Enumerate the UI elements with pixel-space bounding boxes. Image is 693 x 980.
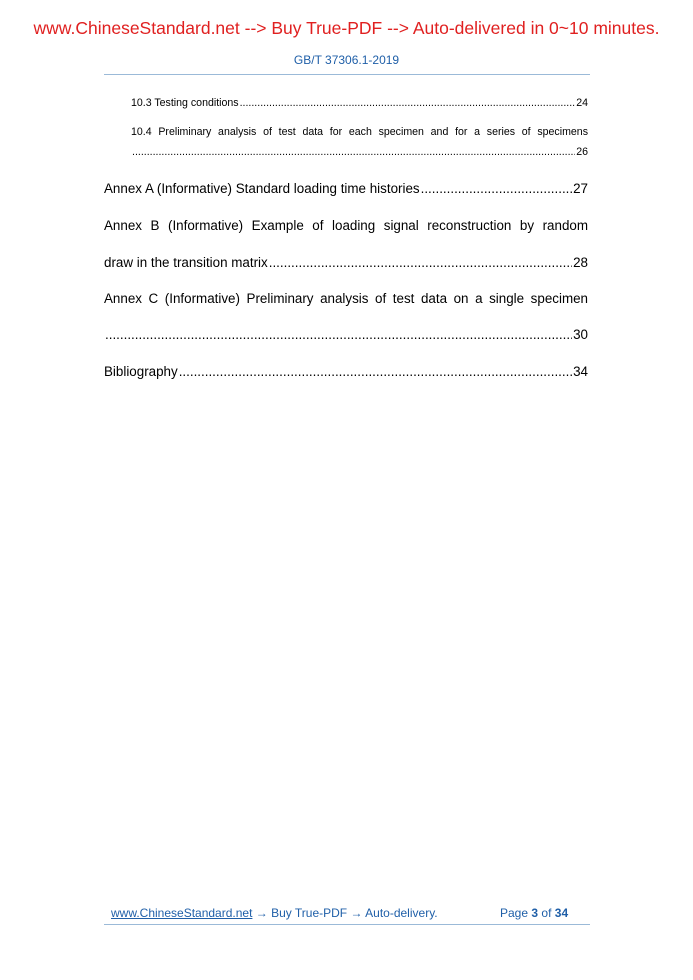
toc-entry-page: 26 bbox=[576, 146, 588, 158]
dot-leader bbox=[421, 181, 573, 196]
toc-entry-annex-b-line1[interactable]: Annex B (Informative) Example of loading signal reconstruction by random bbox=[104, 218, 588, 233]
toc-entry-page: 24 bbox=[576, 97, 588, 109]
arrow-icon: → bbox=[350, 906, 363, 920]
toc-entry-annex-a[interactable] bbox=[104, 181, 588, 196]
page-current: 3 bbox=[531, 906, 539, 920]
page-indicator bbox=[500, 906, 568, 920]
toc-entry-10-4-leader[interactable] bbox=[131, 146, 588, 158]
toc-entry-page: 28 bbox=[573, 255, 588, 270]
footer-divider bbox=[104, 924, 590, 925]
footer-delivery-text[interactable]: Auto-delivery. bbox=[365, 906, 438, 920]
dot-leader bbox=[132, 146, 575, 158]
page-total: 34 bbox=[554, 906, 569, 920]
toc-entry-title: draw in the transition matrix bbox=[104, 255, 268, 270]
footer-site-link[interactable]: www.ChineseStandard.net bbox=[111, 906, 253, 920]
toc-entry-title: Bibliography bbox=[104, 364, 178, 379]
header-divider bbox=[104, 74, 590, 75]
dot-leader bbox=[240, 97, 576, 109]
dot-leader bbox=[179, 364, 572, 379]
toc-entry-10-3[interactable] bbox=[131, 97, 588, 109]
toc-entry-page: 27 bbox=[573, 181, 588, 196]
footer-buy-text[interactable]: Buy True-PDF bbox=[271, 906, 348, 920]
toc-entry-title: Annex A (Informative) Standard loading time histories bbox=[104, 181, 420, 196]
toc-entry-10-4-title[interactable]: 10.4 Preliminary analysis of test data for each specimen and for a series of specimens bbox=[131, 126, 588, 138]
dot-leader bbox=[269, 255, 572, 270]
document-code: GB/T 37306.1-2019 bbox=[293, 53, 400, 67]
toc-entry-title: 10.3 Testing conditions bbox=[131, 97, 239, 109]
arrow-icon: → bbox=[255, 906, 268, 920]
page-of: of bbox=[541, 906, 552, 920]
footer-links bbox=[111, 906, 438, 920]
toc-entry-page: 34 bbox=[573, 364, 588, 379]
toc-entry-annex-b-line2[interactable] bbox=[104, 255, 588, 270]
page-label: Page bbox=[500, 906, 529, 920]
toc-entry-annex-c-leader[interactable] bbox=[104, 327, 588, 342]
toc-entry-annex-c-line1[interactable]: Annex C (Informative) Preliminary analysis of test data on a single specimen bbox=[104, 291, 588, 306]
dot-leader bbox=[105, 327, 572, 342]
toc-entry-page: 30 bbox=[573, 327, 588, 342]
site-banner[interactable]: www.ChineseStandard.net --> Buy True-PDF --> Auto-delivered in 0~10 minutes. bbox=[33, 18, 660, 38]
toc-entry-bibliography[interactable] bbox=[104, 364, 588, 379]
